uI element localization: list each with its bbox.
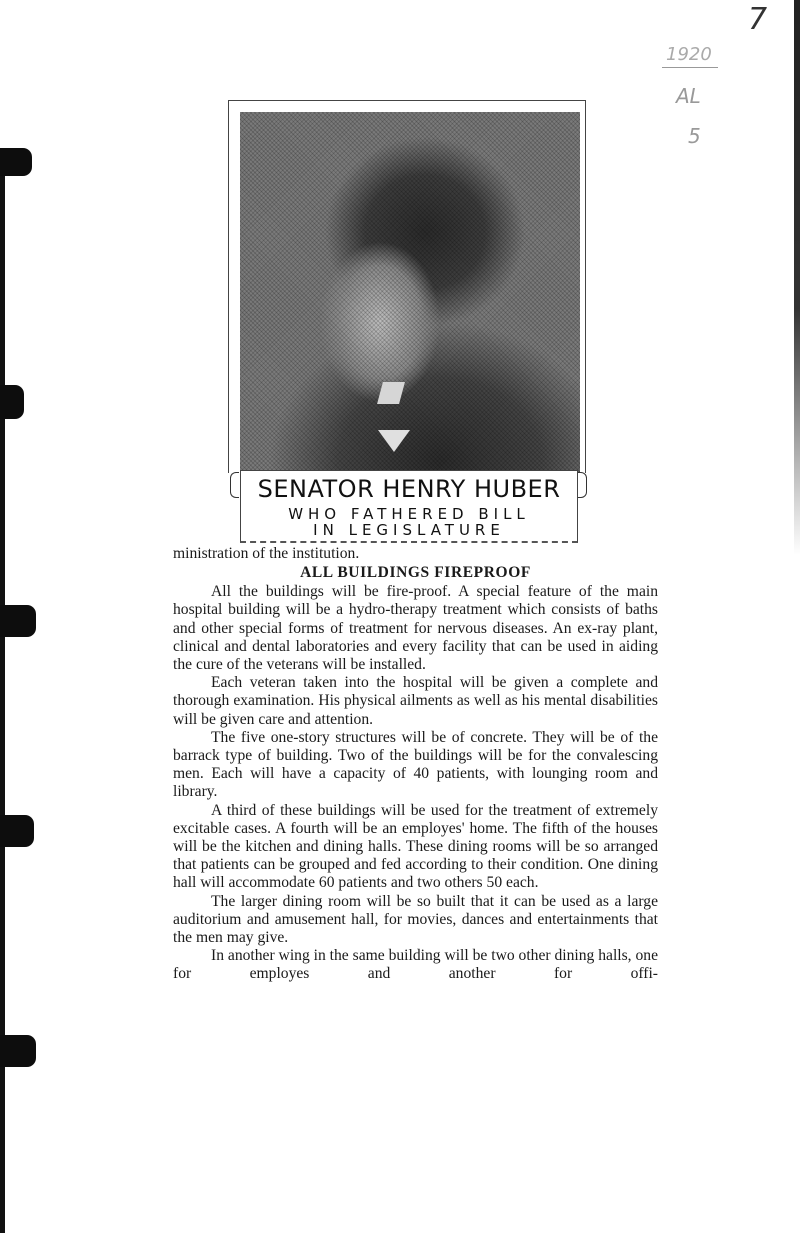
binding-edge [0, 0, 14, 1233]
article-lead-in: ministration of the institution. [173, 545, 360, 562]
caption-name: SENATOR HENRY HUBER [257, 475, 561, 503]
article-paragraph: In another wing in the same building will be two other dining halls, one for employes and another for offi- [173, 947, 658, 983]
caption-subline-1: WHO FATHERED BILL [288, 505, 530, 523]
caption-subline-2: IN LEGISLATURE [313, 521, 505, 539]
article-paragraph: Each veteran taken into the hospital will be given a complete and thorough examination. His physical ailments as well as his mental disabilities will be given care and attention. [173, 674, 658, 728]
shirt-front [378, 430, 410, 452]
caption-bracket-right [578, 472, 587, 498]
caption-bracket-left [230, 472, 239, 498]
binding-tab [0, 385, 24, 419]
article-paragraph: The larger dining room will be so built that it can be used as a large auditorium and amusement hall, for movies, dances and entertainments that the men may give. [173, 892, 658, 947]
binding-rail [0, 160, 5, 1233]
handwritten-page-number: 7 [748, 2, 768, 37]
article-paragraph: The five one-story structures will be of concrete. They will be of the barrack type of building. Two of the buildings will be for the convalescing men. Each will have a capacity of 40 patients, with lounging room and library. [173, 728, 658, 801]
binding-tab [0, 148, 32, 176]
photo-caption [240, 470, 578, 543]
page-edge-shadow [794, 0, 800, 1233]
article-body [173, 545, 658, 984]
margin-mark-year: 1920 [662, 44, 718, 68]
shirt-collar [377, 382, 405, 404]
article-paragraph: A third of these buildings will be used for the treatment of extremely excitable cases. A fourth will be an employes' home. The fifth of the houses will be the kitchen and dining halls. These dining rooms will be so arranged that patients can be grouped and fed according to their condition. One dining hall will accommodate 60 patients and two others 50 each. [173, 801, 658, 892]
margin-mark-number: 5 [688, 124, 701, 148]
portrait-figure [228, 100, 588, 546]
section-heading: ALL BUILDINGS FIREPROOF [300, 564, 531, 582]
binding-tab [0, 815, 34, 847]
binding-tab [0, 1035, 36, 1067]
binding-tab [0, 605, 36, 637]
article-paragraph: All the buildings will be fire-proof. A special feature of the main hospital building will be a hydro-therapy treatment which consists of baths and other special forms of treatment for nervous diseases. An ex-ray plant, clinical and dental laboratories and every facility that can be used in aiding the cure of the veterans will be installed. [173, 583, 658, 674]
margin-mark-code: AL [676, 84, 701, 108]
portrait-photo [240, 112, 580, 472]
